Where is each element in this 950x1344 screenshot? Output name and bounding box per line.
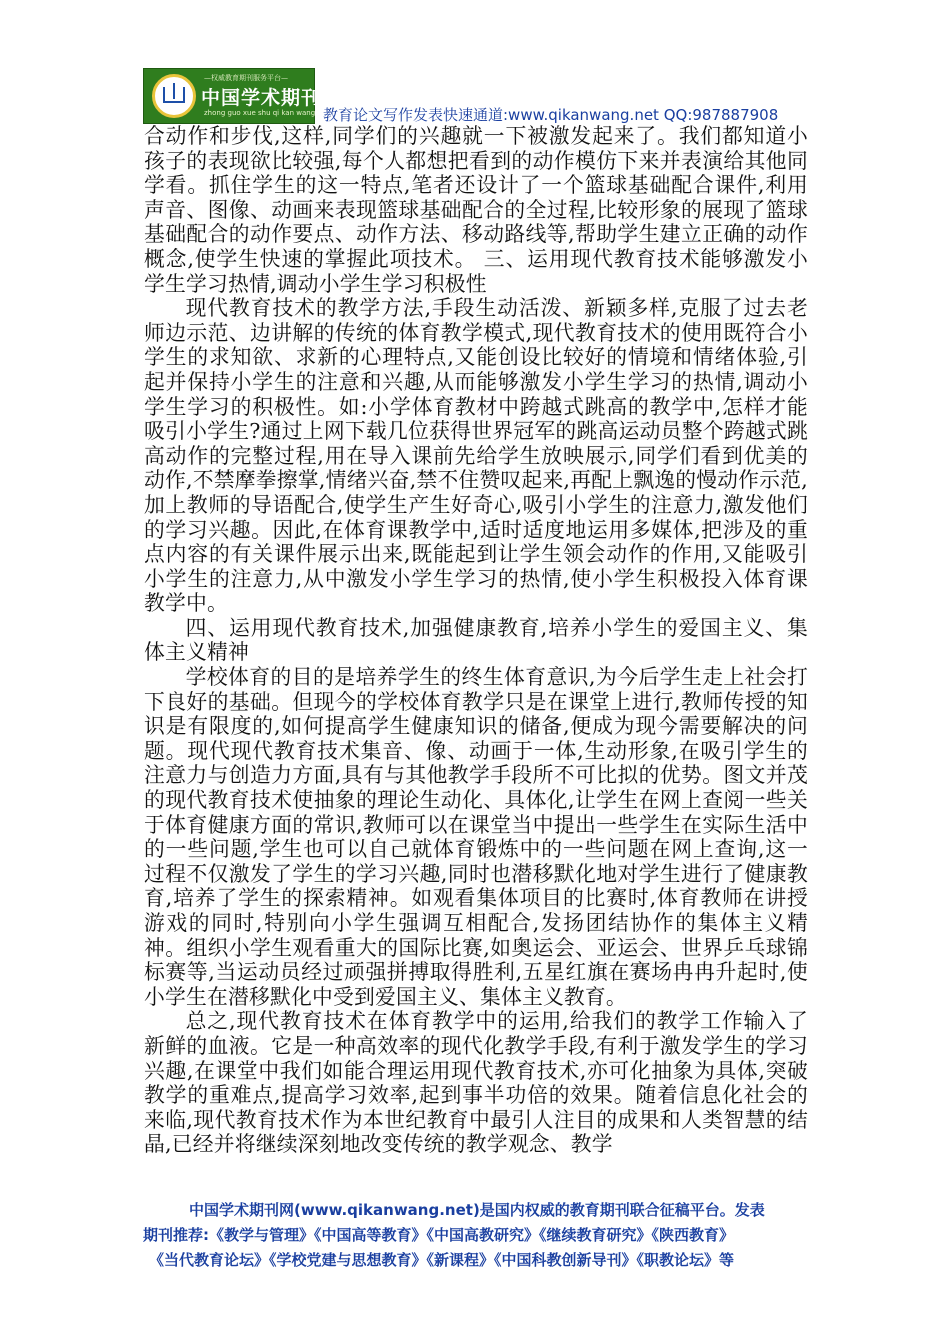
footer-line-3: 《当代教育论坛》《学校党建与思想教育》《新课程》《中国科教创新导刊》《职教论坛》等 <box>149 1251 735 1269</box>
paragraph-2: 现代教育技术的教学方法,手段生动活泼、新颖多样,克服了过去老师边示范、边讲解的传统的体育教学模式,现代教育技术的使用既符合小学生的求知欲、求新的心理特点,又能创设比较好的情境和情绪体验,引起并保持小学生的注意和兴趣,从而能够激发小学生学习的热情,调动小学生学习的积极性。如:小学体育教材中跨越式跳高的教学中,怎样才能吸引小学生?通过上网下载几位获得世界冠军的跳高运动员整个跨越式跳高动作的完整过程,用在导入课前先给学生放映展示,同学们看到优美的动作,不禁摩拳擦掌,情绪兴奋,禁不住赞叹起来,再配上飘逸的慢动作示范,加上教师的导语配合,使学生产生好奇心,吸引小学生的注意力,激发他们的学习兴趣。因此,在体育课教学中,适时适度地运用多媒体,把涉及的重点内容的有关课件展示出来,既能起到让学生领会动作的作用,又能吸引小学生的注意力,从中激发小学生学习的热情,使小学生积极投入体育课教学中。 <box>144 296 808 616</box>
paragraph-1: 合动作和步伐,这样,同学们的兴趣就一下被激发起来了。我们都知道小孩子的表现欲比较强,每个人都想把看到的动作模仿下来并表演给其他同学看。抓住学生的这一特点,笔者还设计了一个篮球基础配合课件,利用声音、图像、动画来表现篮球基础配合的全过程,比较形象的展现了篮球基础配合的动作要点、动作方法、移动路线等,帮助学生建立正确的动作概念,使学生快速的掌握此项技术。 三、运用现代教育技术能够激发小学生学习热情,调动小学生学习积极性 <box>144 124 808 296</box>
site-logo[interactable] <box>143 68 342 124</box>
footer-line-2: 期刊推荐:《教学与管理》《中国高等教育》《中国高教研究》《继续教育研究》《陕西教育》 <box>143 1226 735 1244</box>
header-link[interactable]: 教育论文写作发表快速通道:www.qikanwang.net QQ:987887908 <box>323 106 779 124</box>
book-emblem-icon <box>152 74 196 118</box>
section-heading-4: 四、运用现代教育技术,加强健康教育,培养小学生的爱国主义、集体主义精神 <box>144 615 808 665</box>
page-footer <box>143 1198 813 1273</box>
logo-pinyin: zhong guo xue shu qi kan wang <box>204 109 316 117</box>
logo-title: 中国学术期刊网 <box>201 87 342 109</box>
article-body <box>144 124 808 1157</box>
paragraph-3: 学校体育的目的是培养学生的终生体育意识,为今后学生走上社会打下良好的基础。但现今的学校体育教学只是在课堂上进行,教师传授的知识是有限度的,如何提高学生健康知识的储备,便成为现今需要解决的问题。现代现代教育技术集音、像、动画于一体,生动形象,在吸引学生的注意力与创造力方面,具有与其他教学手段所不可比拟的优势。图文并茂的现代教育技术使抽象的理论生动化、具体化,让学生在网上查阅一些关于体育健康方面的常识,教师可以在课堂当中提出一些学生在实际生活中的一些问题,学生也可以自己就体育锻炼中的一些问题在网上查询,这一过程不仅激发了学生的学习兴趣,同时也潜移默化地对学生进行了健康教育,培养了学生的探索精神。如观看集体项目的比赛时,体育教师在讲授游戏的同时,特别向小学生强调互相配合,发扬团结协作的集体主义精神。组织小学生观看重大的国际比赛,如奥运会、亚运会、世界乒乓球锦标赛等,当运动员经过顽强拼搏取得胜利,五星红旗在赛场冉冉升起时,使小学生在潜移默化中受到爱国主义、集体主义教育。 <box>144 665 808 1009</box>
logo-small-text: —权威教育期刊服务平台— <box>204 74 288 82</box>
page-header <box>143 68 803 124</box>
paragraph-4: 总之,现代教育技术在体育教学中的运用,给我们的教学工作输入了新鲜的血液。它是一种高效率的现代化教学手段,有利于激发学生的学习兴趣,在课堂中我们如能合理运用现代教育技术,亦可化抽象为具体,突破教学的重难点,提高学习效率,起到事半功倍的效果。随着信息化社会的来临,现代教育技术作为本世纪教育中最引人注目的成果和人类智慧的结晶,已经并将继续深刻地改变传统的教学观念、教学 <box>144 1009 808 1157</box>
footer-line-1[interactable]: 中国学术期刊网(www.qikanwang.net)是国内权威的教育期刊联合征稿平台。发表 <box>189 1201 765 1219</box>
